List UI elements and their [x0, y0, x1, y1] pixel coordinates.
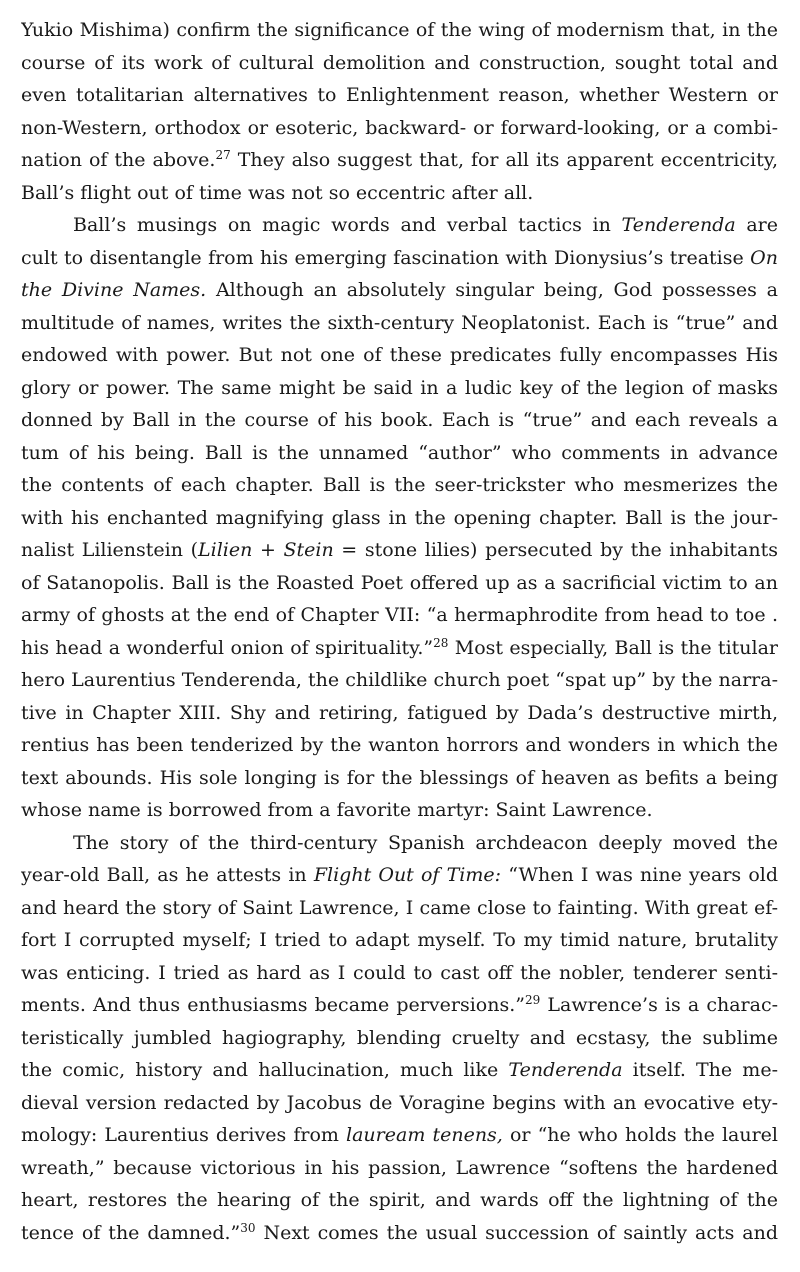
- text-line: nation of the above.$^{27}$ They also suggest that, for all its apparent eccentricity,: [21, 148, 778, 171]
- text-line: course of its work of cultural demolition and construction, sought total and: [21, 51, 778, 74]
- text-line: endowed with power. But not one of these predicates fully encompasses His: [21, 344, 778, 366]
- text-line: cult to disentangle from his emerging fascination with Dionysius’s treatise On: [21, 246, 778, 269]
- italic-title: the Divine Names.: [21, 279, 207, 301]
- text-line: teristically jumbled hagiography, blending cruelty and ecstasy, the sublime: [21, 1026, 778, 1049]
- text-line: with his enchanted magnifying glass in the opening chapter. Ball is the jour-: [21, 506, 778, 529]
- text-line: the comic, history and hallucination, much like Tenderenda itself. The me-: [21, 1059, 778, 1081]
- text-line: text abounds. His sole longing is for the blessings of heaven as befits a being: [21, 766, 778, 789]
- text-line: tence of the damned.”$^{30}$ Next comes the usual succession of saintly acts and: [21, 1220, 778, 1244]
- text-line: year-old Ball, as he attests in Flight Out of Time: “When I was nine years old: [21, 864, 778, 886]
- text-line: The story of the third-century Spanish archdeacon deeply moved the: [73, 831, 778, 854]
- text-line: tum of his being. Ball is the unnamed “author” who comments in advance: [21, 441, 778, 464]
- text-line: the Divine Names. Although an absolutely singular being, God possesses a: [21, 279, 778, 301]
- italic-word: Stein: [283, 539, 334, 561]
- text-line: heart, restores the hearing of the spirit, and wards off the lightning of the: [21, 1189, 778, 1211]
- text-line: the contents of each chapter. Ball is the seer-trickster who mesmerizes the: [21, 474, 778, 496]
- footnote-ref: 30: [240, 1220, 256, 1235]
- paragraph-1: [21, 14, 778, 209]
- footnote-ref: 27: [215, 148, 231, 162]
- text-line: even totalitarian alternatives to Enlightenment reason, whether Western or: [21, 84, 778, 106]
- italic-word: Lilien: [198, 539, 253, 561]
- text-line: Yukio Mishima) confirm the significance of the wing of modernism that, in the: [21, 19, 778, 41]
- text-line: whose name is borrowed from a favorite martyr: Saint Lawrence.: [21, 799, 653, 821]
- text-line: Ball’s musings on magic words and verbal tactics in Tenderenda are: [73, 214, 778, 236]
- footnote-ref: 28: [433, 635, 449, 650]
- text-line: army of ghosts at the end of Chapter VII: “a hermaphrodite from head to toe .: [21, 604, 778, 626]
- italic-title: Flight Out of Time:: [313, 864, 502, 886]
- text-line: ments. And thus enthusiasms became perversions.”$^{29}$ Lawrence’s is a charac-: [21, 993, 778, 1016]
- text-line: tive in Chapter XIII. Shy and retiring, fatigued by Dada’s destructive mirth,: [21, 701, 778, 724]
- italic-title: Tenderenda: [621, 214, 736, 236]
- text-line: wreath,” because victorious in his passion, Lawrence “softens the hardened: [21, 1156, 778, 1179]
- text-line: was enticing. I tried as hard as I could to cast off the nobler, tenderer senti-: [21, 961, 778, 984]
- italic-phrase: lauream tenens,: [346, 1124, 503, 1146]
- text-line: donned by Ball in the course of his book. Each is “true” and each reveals a: [21, 409, 778, 431]
- paragraph-3: [21, 827, 778, 1250]
- text-line: nalist Lilienstein (Lilien + Stein = stone lilies) persecuted by the inhabitants: [21, 539, 778, 561]
- text-line: and heard the story of Saint Lawrence, I came close to fainting. With great ef-: [21, 896, 778, 919]
- text-line: rentius has been tenderized by the wanton horrors and wonders in which the: [21, 734, 778, 756]
- text-line: hero Laurentius Tenderenda, the childlike church poet “spat up” by the narra-: [21, 669, 778, 691]
- text-line: Ball’s flight out of time was not so eccentric after all.: [21, 181, 534, 204]
- book-page: [21, 14, 778, 1249]
- paragraph-2: [21, 209, 778, 827]
- text-line: mology: Laurentius derives from lauream tenens, or “he who holds the laurel: [21, 1124, 778, 1146]
- text-line: glory or power. The same might be said in a ludic key of the legion of masks: [21, 376, 778, 399]
- text-line: dieval version redacted by Jacobus de Voragine begins with an evocative ety-: [21, 1091, 778, 1114]
- text-line: multitude of names, writes the sixth-century Neoplatonist. Each is “true” and: [21, 311, 778, 334]
- text-line: of Satanopolis. Ball is the Roasted Poet offered up as a sacrificial victim to an: [21, 571, 778, 594]
- text-line: his head a wonderful onion of spirituality.”$^{28}$ Most especially, Ball is the titular: [21, 635, 778, 659]
- italic-title: Tenderenda: [508, 1059, 623, 1081]
- italic-title: On: [750, 246, 778, 269]
- footnote-ref: 29: [524, 993, 541, 1007]
- text-line: non-Western, orthodox or esoteric, backward- or forward-looking, or a combi-: [21, 116, 778, 139]
- text-line: fort I corrupted myself; I tried to adapt myself. To my timid nature, brutality: [21, 929, 778, 951]
